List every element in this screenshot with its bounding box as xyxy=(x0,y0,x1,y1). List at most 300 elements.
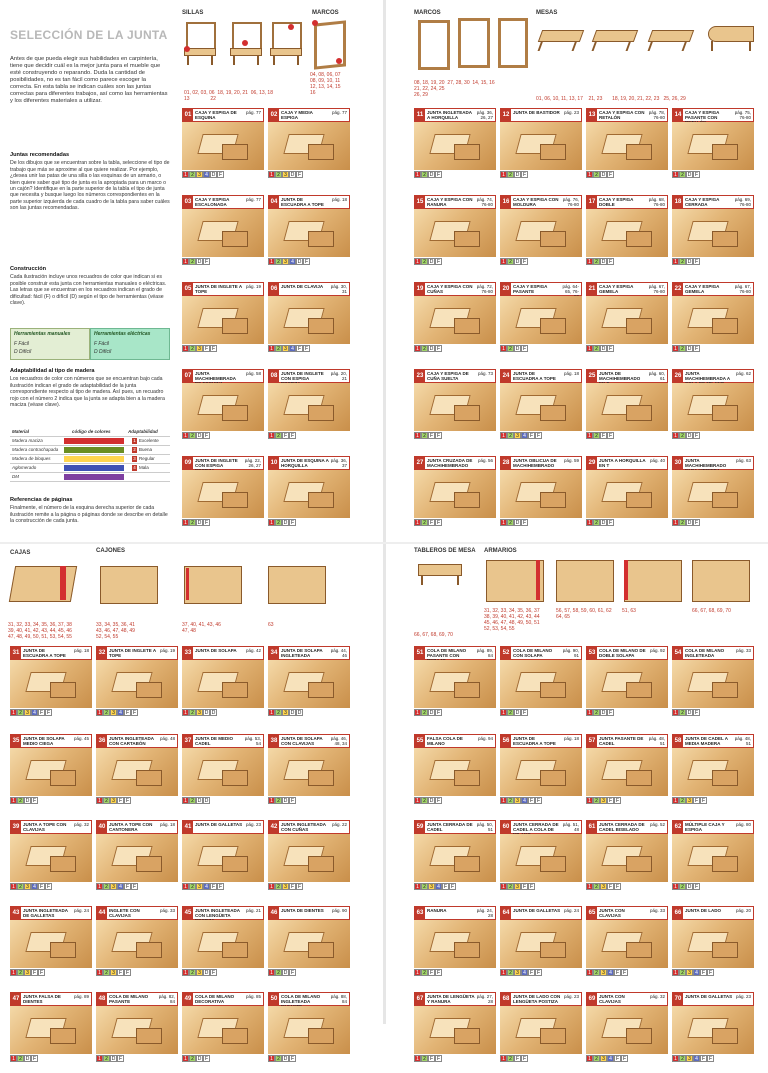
rating-box: 2 xyxy=(189,171,196,178)
joint-page-ref: pág. 69, 76-80 xyxy=(734,197,751,207)
joint-card[interactable] xyxy=(586,195,668,267)
joint-illustration xyxy=(500,209,582,257)
joint-illustration xyxy=(182,660,264,708)
joint-page-ref: pág. 92 xyxy=(649,648,665,653)
rating-box: 2 xyxy=(679,258,686,265)
rating-bar xyxy=(672,797,754,805)
joint-card[interactable] xyxy=(268,646,350,718)
joint-card[interactable] xyxy=(672,734,754,806)
joint-label xyxy=(182,906,264,920)
joint-illustration xyxy=(10,834,92,882)
tabletop-illustration xyxy=(418,564,462,576)
rating-box: 1 xyxy=(268,709,275,716)
joint-card[interactable] xyxy=(182,195,264,267)
rating-box: 1 xyxy=(268,432,275,439)
rating-box: F xyxy=(608,884,613,890)
joint-label xyxy=(500,282,582,296)
armarios-joint-numbers: 31, 32, 33, 34, 35, 36, 37 38, 39, 40, 41, 42, 43, 44 45, 46, 47, 48, 49, 50, 51 52, 53, 54, 55 xyxy=(484,608,540,632)
rating-box: 1 xyxy=(96,969,103,976)
joint-title: JUNTA DE ESCUADRA A TOPE xyxy=(23,648,66,658)
joint-number: 44 xyxy=(97,907,107,919)
joint-title: CAJA Y ESPIGA DOBLE xyxy=(599,197,634,207)
rating-box: 4 xyxy=(203,171,210,178)
joint-card[interactable] xyxy=(414,906,496,978)
rating-bar xyxy=(672,1055,754,1063)
joint-page-ref: pág. 18 xyxy=(159,822,175,827)
joint-card[interactable] xyxy=(268,734,350,806)
joint-label xyxy=(96,906,178,920)
rating-box: F xyxy=(536,433,541,439)
rating-box: 1 xyxy=(414,969,421,976)
joint-page-ref: pág. 90 xyxy=(331,908,347,913)
rating-bar xyxy=(268,797,350,805)
rating-box: F xyxy=(694,172,699,178)
rating-box: F xyxy=(608,346,613,352)
joint-illustration xyxy=(672,296,754,344)
sillas-joint-numbers: 01, 02, 03, 06 18, 19, 20, 21 06, 13, 18 13 22 xyxy=(184,90,273,102)
rating-box: 2 xyxy=(679,883,686,890)
rating-box: 4 xyxy=(607,969,614,976)
joint-card[interactable] xyxy=(96,820,178,892)
joint-label xyxy=(672,820,754,834)
joint-label xyxy=(414,646,496,660)
joint-label xyxy=(414,282,496,296)
joint-title: JUNTA DE GALLETAS xyxy=(513,908,561,913)
joint-card[interactable] xyxy=(96,646,178,718)
rating-box: 1 xyxy=(500,883,507,890)
joint-card[interactable] xyxy=(500,369,582,441)
rating-box: 3 xyxy=(196,969,203,976)
joint-card[interactable] xyxy=(500,820,582,892)
joint-page-ref: pág. 88, 84 xyxy=(330,994,347,1004)
rating-box: D xyxy=(197,798,202,804)
rating-box: F xyxy=(608,433,613,439)
material-color-swatch xyxy=(64,438,124,444)
rating-box: 2 xyxy=(679,709,686,716)
joint-card[interactable] xyxy=(672,369,754,441)
joint-card[interactable] xyxy=(182,282,264,354)
joint-title: INGLETE CON CLAVIJAS xyxy=(109,908,140,918)
section-marcos: MARCOS xyxy=(312,10,339,16)
joint-card[interactable] xyxy=(414,820,496,892)
joint-title: CAJA Y ESPIGA CON CUÑAS xyxy=(427,284,473,294)
rating-box: 1 xyxy=(414,1055,421,1062)
joint-illustration xyxy=(500,470,582,518)
rating-bar xyxy=(414,969,496,977)
rating-box: F xyxy=(436,798,441,804)
rating-box: F xyxy=(701,1056,706,1062)
joint-title: JUNTA A TOPE CON CANTONERA xyxy=(109,822,153,832)
joint-card[interactable] xyxy=(500,906,582,978)
joint-label xyxy=(500,734,582,748)
joint-marker xyxy=(312,20,318,26)
joint-marker xyxy=(60,566,66,600)
joint-card[interactable] xyxy=(10,906,92,978)
frame-illustration xyxy=(498,18,528,68)
joint-card[interactable] xyxy=(268,456,350,528)
joint-card[interactable] xyxy=(182,646,264,718)
rating-box: F xyxy=(522,520,527,526)
joint-number: 22 xyxy=(673,283,683,295)
joint-illustration xyxy=(182,209,264,257)
section-mesas: MESAS xyxy=(536,10,558,16)
joint-label xyxy=(672,369,754,383)
joint-label xyxy=(500,456,582,470)
joint-page-ref: pág. 36, 37 xyxy=(330,458,347,468)
joint-number: 06 xyxy=(269,283,279,295)
joint-card[interactable] xyxy=(586,282,668,354)
joint-card[interactable] xyxy=(414,456,496,528)
joint-label xyxy=(586,906,668,920)
joint-page-ref: pág. 60, 61 xyxy=(648,371,665,381)
joint-card[interactable] xyxy=(414,369,496,441)
joint-page-ref: pág. 74, 76-80 xyxy=(476,197,493,207)
joint-illustration xyxy=(10,660,92,708)
joint-card[interactable] xyxy=(182,108,264,180)
joint-title: JUNTA CERRADA DE CADEL xyxy=(427,822,473,832)
joint-number: 10 xyxy=(269,457,279,469)
joint-number: 54 xyxy=(673,647,683,659)
adapt-section xyxy=(10,368,170,408)
rating-box: F xyxy=(290,433,295,439)
joint-card[interactable] xyxy=(182,820,264,892)
rating-bar xyxy=(586,432,668,440)
joint-card[interactable] xyxy=(672,906,754,978)
rating-box: 1 xyxy=(500,258,507,265)
joint-page-ref: pág. 24 xyxy=(563,908,579,913)
joint-illustration xyxy=(586,122,668,170)
joint-card[interactable] xyxy=(586,108,668,180)
joint-page-ref: pág. 89 xyxy=(73,994,89,999)
chair-illustration xyxy=(272,22,302,50)
joint-title: JUNTA INGLETEADA A HORQUILLA xyxy=(427,110,472,120)
joint-page-ref: pág. 23 xyxy=(245,822,261,827)
joint-label xyxy=(500,992,582,1006)
joint-page-ref: pág. 20 xyxy=(735,908,751,913)
joint-label xyxy=(500,646,582,660)
rating-box: 2 xyxy=(679,519,686,526)
rating-box: D xyxy=(687,884,692,890)
rating-box: D xyxy=(687,259,692,265)
rating-bar xyxy=(586,797,668,805)
joint-card[interactable] xyxy=(500,734,582,806)
drawer-illustration xyxy=(184,566,242,604)
joint-illustration xyxy=(672,834,754,882)
rating-box: 2 xyxy=(507,345,514,352)
joint-number: 07 xyxy=(183,370,193,382)
rating-box: 1 xyxy=(672,258,679,265)
rating-box: 2 xyxy=(275,345,282,352)
rating-box: D xyxy=(601,710,606,716)
material-name: Aglomerado xyxy=(12,465,37,470)
joint-label xyxy=(672,456,754,470)
rating-box: F xyxy=(125,884,130,890)
rating-box: 3 xyxy=(686,1055,693,1062)
joint-card[interactable] xyxy=(500,108,582,180)
joint-card[interactable] xyxy=(96,992,178,1064)
rating-box: 1 xyxy=(672,969,679,976)
joint-number: 13 xyxy=(587,109,597,121)
rating-box: F xyxy=(118,798,123,804)
joint-label xyxy=(268,195,350,209)
joint-title: JUNTA DE GALLETAS xyxy=(685,994,733,999)
drawer-illustration xyxy=(268,566,326,604)
manual-hard: D Difícil xyxy=(14,349,32,355)
joint-card[interactable] xyxy=(10,992,92,1064)
joint-card[interactable] xyxy=(586,906,668,978)
joint-page-ref: pág. 36, 26, 27 xyxy=(476,110,493,120)
joint-card[interactable] xyxy=(586,820,668,892)
intro-text: Antes de que pueda elegir sus habilidades en carpintería, tiene que decidir cuál es la mejor junta para el mueble que esté construyendo o reparando. Duda la cantidad de posibilidades, no es tan fácil como parece escoger la correcta. En esta tabla se indican cuáles son las juntas correctas para diferentes trabajos, así como las herramientas y los diferentes materiales a utilizar. xyxy=(10,56,168,104)
joint-card[interactable] xyxy=(500,456,582,528)
rating-box: 2 xyxy=(421,709,428,716)
rating-box: D xyxy=(687,346,692,352)
adapt-number: 4 xyxy=(133,465,136,470)
joint-card[interactable] xyxy=(268,369,350,441)
electric-easy: F Fácil xyxy=(94,341,109,347)
joint-card[interactable] xyxy=(672,992,754,1064)
joint-title: JUNTA DE ESQUINA A HORQUILLA xyxy=(281,458,329,468)
rating-box: 1 xyxy=(414,797,421,804)
joint-card[interactable] xyxy=(672,646,754,718)
material-color-swatch xyxy=(64,465,124,471)
rating-box: D xyxy=(204,798,209,804)
rating-bar xyxy=(586,969,668,977)
joint-card[interactable] xyxy=(268,282,350,354)
adapt-label: Buena xyxy=(139,447,153,452)
joint-number: 64 xyxy=(501,907,511,919)
rating-box: F xyxy=(694,259,699,265)
joint-title: CAJA Y ESPIGA ESCALONADA xyxy=(195,197,230,207)
rating-box: F xyxy=(204,520,209,526)
joint-card[interactable] xyxy=(268,195,350,267)
joint-card[interactable] xyxy=(672,820,754,892)
rating-box: D xyxy=(283,970,288,976)
joint-label xyxy=(96,820,178,834)
joint-title: COLA DE MILANO DECORATIVA xyxy=(195,994,235,1004)
rating-box: D xyxy=(429,259,434,265)
joint-title: JUNTA CERRADA DE CADEL A COLA DE xyxy=(513,822,559,832)
rating-bar xyxy=(268,1055,350,1063)
joint-number: 53 xyxy=(587,647,597,659)
joint-card[interactable] xyxy=(414,195,496,267)
joint-page-ref: pág. 56 xyxy=(477,458,493,463)
joint-card[interactable] xyxy=(414,108,496,180)
joint-illustration xyxy=(268,296,350,344)
rating-box: F xyxy=(701,798,706,804)
box-illustration xyxy=(9,566,77,602)
rating-box: 1 xyxy=(182,345,189,352)
rating-box: F xyxy=(204,346,209,352)
joint-card[interactable] xyxy=(672,108,754,180)
joint-card[interactable] xyxy=(268,992,350,1064)
joint-title: JUNTA DE DIENTES xyxy=(281,908,324,913)
rating-box: F xyxy=(32,798,37,804)
joint-card[interactable] xyxy=(414,646,496,718)
joint-card[interactable] xyxy=(268,820,350,892)
joint-number: 34 xyxy=(269,647,279,659)
joint-card[interactable] xyxy=(268,906,350,978)
rating-box: D xyxy=(283,798,288,804)
joint-illustration xyxy=(672,660,754,708)
rating-box: 1 xyxy=(586,171,593,178)
refs-text: Finalmente, el número de la esquina derecha superior de cada ilustración remite a la página o páginas donde se describe en detalle la construcción de cada junta. xyxy=(10,505,168,525)
rating-bar xyxy=(500,432,582,440)
rating-bar xyxy=(182,1055,264,1063)
rating-box: F xyxy=(529,798,534,804)
rating-box: F xyxy=(436,520,441,526)
joint-title: COLA DE MILANO PASANTE xyxy=(109,994,149,1004)
joint-card[interactable] xyxy=(586,369,668,441)
joint-label xyxy=(96,646,178,660)
rating-box: D xyxy=(429,172,434,178)
joint-label xyxy=(586,646,668,660)
joint-title: CAJA Y ESPIGA GEMELA xyxy=(685,284,720,294)
joint-label xyxy=(414,734,496,748)
rating-box: F xyxy=(211,884,216,890)
rating-box: 1 xyxy=(96,1055,103,1062)
joint-label xyxy=(672,108,754,122)
joint-illustration xyxy=(586,660,668,708)
joint-card[interactable] xyxy=(182,456,264,528)
rating-box: 1 xyxy=(182,709,189,716)
joint-card[interactable] xyxy=(414,282,496,354)
joint-card[interactable] xyxy=(672,456,754,528)
rating-bar xyxy=(182,258,264,266)
rating-box: F xyxy=(429,433,434,439)
rating-box: 2 xyxy=(593,258,600,265)
joint-card[interactable] xyxy=(268,108,350,180)
joint-label xyxy=(182,820,264,834)
rating-box: 2 xyxy=(593,883,600,890)
rating-bar xyxy=(586,709,668,717)
joint-number: 52 xyxy=(501,647,511,659)
rating-box: 1 xyxy=(10,797,17,804)
rating-bar xyxy=(672,709,754,717)
rating-box: D xyxy=(515,172,520,178)
rating-box: 2 xyxy=(275,519,282,526)
rating-box: 3 xyxy=(110,969,117,976)
rating-box: 1 xyxy=(414,258,421,265)
joint-card[interactable] xyxy=(96,734,178,806)
rating-box: 3 xyxy=(24,709,31,716)
joint-card[interactable] xyxy=(182,734,264,806)
rating-bar xyxy=(500,1055,582,1063)
joint-illustration xyxy=(586,920,668,968)
rating-bar xyxy=(672,345,754,353)
joint-illustration xyxy=(672,1006,754,1054)
joint-number: 61 xyxy=(587,821,597,833)
rating-box: 1 xyxy=(586,1055,593,1062)
rating-box: F xyxy=(436,346,441,352)
joint-card[interactable] xyxy=(10,820,92,892)
rating-box: 2 xyxy=(103,709,110,716)
joint-title: JUNTA DE INGLETE CON ESPIGA xyxy=(281,371,324,381)
joint-label xyxy=(10,906,92,920)
joint-card[interactable] xyxy=(182,992,264,1064)
rating-bar xyxy=(500,345,582,353)
joint-number: 15 xyxy=(415,196,425,208)
material-row xyxy=(10,455,170,464)
joint-title: JUNTA FALSA DE DIENTES xyxy=(23,994,61,1004)
joint-card[interactable] xyxy=(414,734,496,806)
rating-box: 3 xyxy=(428,883,435,890)
joint-card[interactable] xyxy=(10,646,92,718)
rating-box: 3 xyxy=(196,709,203,716)
rating-box: F xyxy=(39,710,44,716)
joint-illustration xyxy=(96,1006,178,1054)
joint-card[interactable] xyxy=(672,282,754,354)
rating-bar xyxy=(672,258,754,266)
joint-card[interactable] xyxy=(500,992,582,1064)
joint-label xyxy=(586,108,668,122)
rating-box: F xyxy=(132,710,137,716)
joint-illustration xyxy=(182,296,264,344)
joint-illustration xyxy=(96,920,178,968)
cajones-joint-numbers-3: 63 xyxy=(268,622,274,628)
rating-box: 4 xyxy=(117,709,124,716)
joint-illustration xyxy=(414,209,496,257)
rating-box: 3 xyxy=(600,1055,607,1062)
joint-label xyxy=(414,906,496,920)
joint-title: JUNTA CRUZADA DE MACHIHEMBRADO xyxy=(427,458,473,468)
joint-card[interactable] xyxy=(586,646,668,718)
rating-box: 1 xyxy=(10,1055,17,1062)
rating-box: 2 xyxy=(593,432,600,439)
joint-label xyxy=(500,369,582,383)
joint-card[interactable] xyxy=(500,195,582,267)
joint-card[interactable] xyxy=(500,646,582,718)
rating-box: D xyxy=(429,710,434,716)
rating-box: F xyxy=(211,970,216,976)
joint-card[interactable] xyxy=(586,992,668,1064)
joint-marker xyxy=(186,568,189,600)
rating-bar xyxy=(10,883,92,891)
joint-illustration xyxy=(586,296,668,344)
rating-box: 2 xyxy=(103,883,110,890)
joint-card[interactable] xyxy=(182,906,264,978)
joint-card[interactable] xyxy=(586,456,668,528)
joint-card[interactable] xyxy=(500,282,582,354)
joint-illustration xyxy=(268,470,350,518)
joint-card[interactable] xyxy=(182,369,264,441)
rating-bar xyxy=(500,969,582,977)
section-cajas: CAJAS xyxy=(10,550,31,556)
joint-card[interactable] xyxy=(96,906,178,978)
manual-tools-title: Herramientas manuales xyxy=(14,331,71,337)
rating-box: 3 xyxy=(514,969,521,976)
rating-box: 2 xyxy=(679,1055,686,1062)
joint-title: CAJA Y ESPIGA CERRADA xyxy=(685,197,720,207)
rating-box: F xyxy=(436,970,441,976)
joint-card[interactable] xyxy=(586,734,668,806)
chair-seat xyxy=(230,48,262,56)
rating-bar xyxy=(182,709,264,717)
rating-box: 1 xyxy=(10,883,17,890)
rating-box: D xyxy=(197,1056,202,1062)
rating-box: 3 xyxy=(600,883,607,890)
rating-bar xyxy=(672,171,754,179)
joint-card[interactable] xyxy=(10,734,92,806)
rating-box: 1 xyxy=(672,171,679,178)
joint-card[interactable] xyxy=(672,195,754,267)
joint-illustration xyxy=(268,920,350,968)
joint-label xyxy=(500,820,582,834)
joint-card[interactable] xyxy=(414,992,496,1064)
rating-box: 1 xyxy=(268,883,275,890)
section-sillas: SILLAS xyxy=(182,10,204,16)
rating-box: 4 xyxy=(117,883,124,890)
